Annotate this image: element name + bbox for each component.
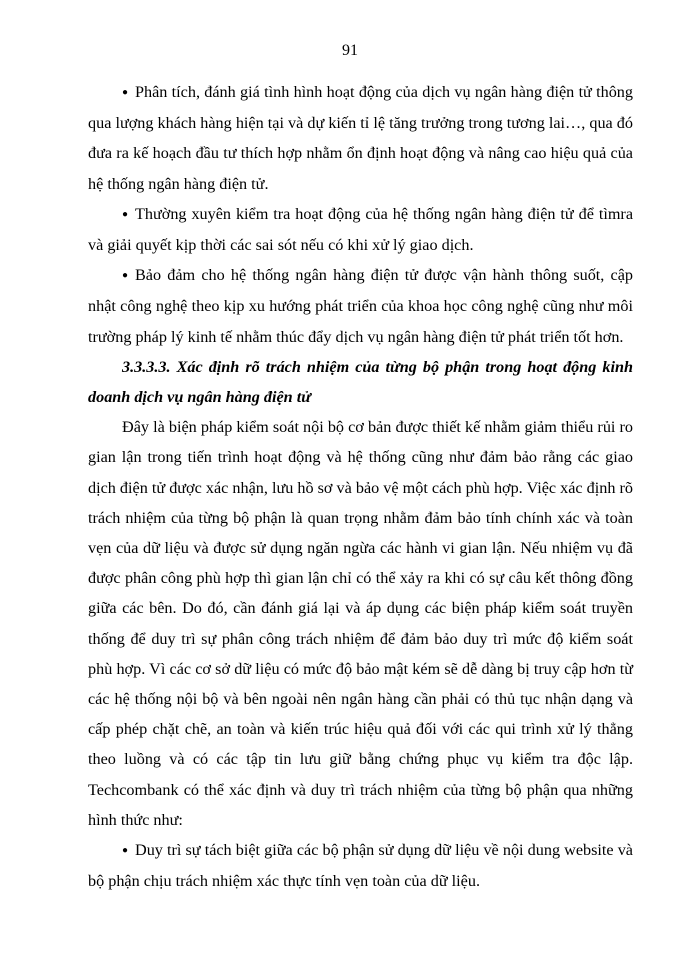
bullet-paragraph xyxy=(88,77,633,199)
bullet-text: Thường xuyên kiểm tra hoạt động của hệ thống ngân hàng điện tử để tìmra và giải quyết kịp thời các sai sót nếu có khi xử lý giao dịch. xyxy=(88,204,633,255)
body-text: Đây là biện pháp kiểm soát nội bộ cơ bản được thiết kế nhằm giảm thiểu rủi ro gian lận trong tiến trình hoạt động và hệ thống cũng như đảm bảo rằng các giao dịch điện tử được xác nhận, lưu hồ sơ và bảo vệ một cách phù hợp. Việc xác định rõ trách nhiệm của từng bộ phận là quan trọng nhằm đảm bảo tính chính xác và toàn vẹn của dữ liệu và được sử dụng ngăn ngừa các hành vi gian lận. Nếu nhiệm vụ đã được phân công phù hợp thì gian lận chỉ có thể xảy ra khi có sự câu kết thông đồng giữa các bên. Do đó, cần đánh giá lại và áp dụng các biện pháp kiểm soát truyền thống để duy trì sự phân công trách nhiệm để đảm bảo duy trì mức độ kiểm soát phù hợp. Vì các cơ sở dữ liệu có mức độ bảo mật kém sẽ dễ dàng bị truy cập hơn từ các hệ thống nội bộ và bên ngoài nên ngân hàng cần phải có thủ tục nhận dạng và cấp phép chặt chẽ, an toàn và kiến trúc hiệu quả đối với các qui trình xử lý thẳng theo luồng và có các tập tin lưu giữ bằng chứng phục vụ kiểm tra độc lập. Techcombank có thể xác định và duy trì trách nhiệm của từng bộ phận qua những hình thức như: xyxy=(88,418,633,829)
bullet-paragraph xyxy=(88,835,633,896)
bullet-paragraph xyxy=(88,199,633,260)
bullet-icon: ● xyxy=(122,208,129,220)
page-number: 91 xyxy=(342,42,358,59)
section-heading-text: 3.3.3.3. Xác định rõ trách nhiệm của từng bộ phận trong hoạt động kinh doanh dịch vụ ngân hàng điện tử xyxy=(88,357,633,407)
bullet-text: Duy trì sự tách biệt giữa các bộ phận sử dụng dữ liệu về nội dung website và bộ phận chịu trách nhiệm xác thực tính vẹn toàn của dữ liệu. xyxy=(88,841,633,891)
bullet-text: Phân tích, đánh giá tình hình hoạt động của dịch vụ ngân hàng điện tử thông qua lượng khách hàng hiện tại và dự kiến tỉ lệ tăng trưởng trong tương lai…, qua đó đưa ra kế hoạch đầu tư thích hợp nhằm ổn định hoạt động và nâng cao hiệu quả của hệ thống ngân hàng điện tử. xyxy=(88,83,633,193)
body-paragraph xyxy=(88,412,633,835)
section-heading xyxy=(88,352,633,412)
page-body xyxy=(88,77,633,896)
bullet-paragraph xyxy=(88,260,633,352)
bullet-icon: ● xyxy=(122,270,129,282)
bullet-icon: ● xyxy=(122,845,129,857)
bullet-icon: ● xyxy=(122,87,129,98)
bullet-text: Bảo đảm cho hệ thống ngân hàng điện tử được vận hành thông suốt, cập nhật công nghệ theo kịp xu hướng phát triển của khoa học công nghệ cũng như môi trường pháp lý kinh tế nhằm thúc đẩy dịch vụ ngân hàng điện tử phát triển tốt hơn. xyxy=(88,266,633,346)
